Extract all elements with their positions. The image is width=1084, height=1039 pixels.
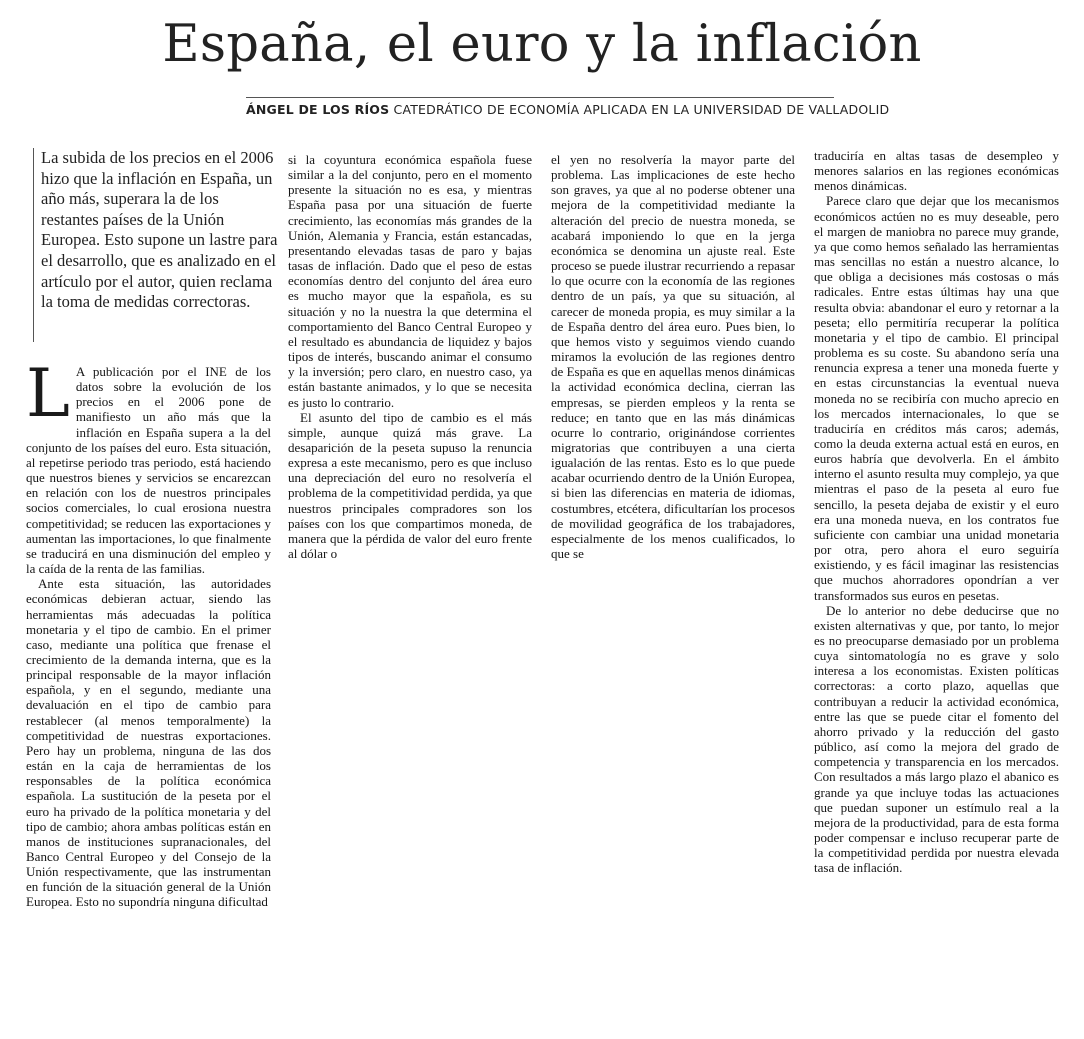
paragraph: Ante esta situación, las autoridades económicas debieran actuar, siendo las herramientas más adecuadas la política monetaria y el tipo de cambio. En el primer caso, mediante una política que frenase el crecimiento de la demanda interna, que es la principal responsable de la mayor inflación española, y en el segundo, mediante una devaluación en el tipo de cambio para restablecer (al menos temporalmente) la competitividad de nuestras exportaciones. Pero hay un problema, ninguna de las dos están en la caja de herramientas de los responsables de la política económica española. La sustitución de la peseta por el euro ha privado de la política monetaria y del tipo de cambio; ahora ambas políticas están en manos de instituciones supranacionales, del Banco Central Europeo y del Consejo de la Unión respectivamente, que las instrumentan en función de la situación general de la Unión Europea. Esto no supondría ninguna dificultad: [26, 576, 271, 910]
paragraph: De lo anterior no debe deducirse que no existen alternativas y que, por tanto, lo mejor es no preocuparse demasiado por un problema cuya sintomatología no es grave y solo interesa a los economistas. Existen políticas correctoras: a corto plazo, aquellas que contribuyan a reducir la actividad económica, entre las que se puede citar el fomento del ahorro privado y la reducción del gasto público, así como la mejora del grado de competencia y transparencia en los mercados. Con resultados a más largo plazo el abanico es grande ya que incluye todas las actuaciones que puedan suponer un estímulo real a la mejora de la productividad, para de esta forma poder compensar e incluso recuperar parte de la competitividad perdida por nuestra elevada tasa de inflación.: [814, 602, 1059, 876]
paragraph: traduciría en altas tasas de desempleo y menores salarios en las regiones económicas menos dinámicas.: [814, 148, 1059, 194]
article-lead: La subida de los precios en el 2006 hizo que la inflación en España, un año más, superara la de los restantes países de la Unión Europea. Esto supone un lastre para el desarrollo, que es analizado en el artículo por el autor, quien reclama la toma de medidas correctoras.: [33, 148, 279, 342]
author-name: ÁNGEL DE LOS RÍOS: [246, 102, 390, 117]
author-role: CATEDRÁTICO DE ECONOMÍA APLICADA EN LA UNIVERSIDAD DE VALLADOLID: [393, 102, 890, 117]
paragraph: si la coyuntura económica española fuese similar a la del conjunto, pero en el momento presente la situación no es esa, y mientras España pasa por una situación de fuerte crecimiento, las economías más grandes de la Unión, Alemania y Francia, están estancadas, presentando elevadas tasas de paro y bajas tasas de inflación. Dado que el peso de estas economías dentro del conjunto del área euro es mucho mayor que la española, es su situación y no la nuestra la que determina el comportamiento del Banco Central Europeo y el resultado es abundancia de liquidez y bajos tipos de interés, buscando animar el consumo y la inversión; pero claro, en nuestro caso, ya están bastante animados, y lo que se necesita es justo lo contrario.: [288, 152, 532, 410]
paragraph: el yen no resolvería la mayor parte del problema. Las implicaciones de este hecho son graves, ya que al no poderse obtener una mejora de la competitividad mediante la alteración del precio de nuestra moneda, se acabará imponiendo lo que en la jerga económica se denomina un ajuste real. Este proceso se puede ilustrar recurriendo a repasar lo que ocurre con la economía de las regiones dentro de un país, ya que su situación, al carecer de moneda propia, es muy similar a la de España dentro del área euro. Pues bien, lo que hemos visto y seguimos viendo cuando miramos la evolución de las regiones dentro de España es que en aquellas menos dinámicas la actividad económica declina, cierran las empresas, se pierden empleos y la renta se reduce; en tanto que en las más dinámicas ocurre lo contrario, originándose corrientes migratorias que contribuyen a una cierta igualación de las rentas. Esto es lo que puede acabar ocurriendo dentro de la Unión Europea, si bien las diferencias en materia de idiomas, costumbres, etcétera, dificultarían los procesos de movilidad geográfica de los trabajadores, especialmente de los menos cualificados, lo que se: [551, 152, 795, 562]
column-3: [551, 152, 795, 577]
drop-cap: L: [26, 364, 70, 432]
column-1: [26, 364, 271, 1024]
column-4: [814, 148, 1059, 1028]
paragraph: El asunto del tipo de cambio es el más simple, aunque quizá más grave. La desaparición de la peseta supuso la renuncia expresa a este mecanismo, pero es que incluso una depreciación del euro no resolvería el problema de la competitividad perdida, ya que nuestros principales compradores son los países con los que compartimos moneda, de manera que la pérdida de valor del euro frente al dólar o: [288, 409, 532, 562]
column-2: [288, 152, 532, 577]
paragraph: A publicación por el INE de los datos sobre la evolución de los precios en el 2006 pone de manifiesto un año más que la inflación en España supera a la del conjunto de los países del euro. Esta situación, al repetirse periodo tras periodo, está haciendo que nuestros bienes y servicios se encarezcan en relación con los de nuestros principales socios comerciales, lo cual erosiona nuestra competitividad; se reducen las exportaciones y aumentan las importaciones, lo que finalmente se traducirá en una disminución del empleo y la caída de la renta de las familias.: [26, 364, 271, 577]
byline: [246, 101, 890, 119]
byline-rule: [246, 97, 834, 98]
article-title: España, el euro y la inflación: [162, 15, 922, 74]
paragraph: Parece claro que dejar que los mecanismos económicos actúen no es muy deseable, pero el margen de maniobra no parece muy grande, ya que como hemos señalado las herramientas mas sencillas no están a nuestro alcance, lo que obliga a decisiones más costosas o más radicales. Entre estas últimas hay una que resulta obvia: abandonar el euro y retornar a la peseta; ello permitiría recuperar la política monetaria y el tipo de cambio. El principal problema es su coste. Su abandono sería una renuncia expresa a tener una moneda fuerte y en estas circunstancias la eventual nueva moneda no se recibiría con mucho aprecio en los mercados internacionales, lo que se traduciría en créditos más caros; además, como la deuda externa actual está en euros, en euros habría que devolverla. En el ámbito interno el asunto resulta muy complejo, ya que mientras el paso de la peseta al euro fue sencillo, la peseta dejaba de existir y el euro era una moneda nueva, en los contratos fue suficiente con cambiar una unidad monetaria por otra, pero ahora el euro seguiría existiendo, y es fácil imaginar las resistencias que muchos ahorradores opondrían a ver transformados sus euros en pesetas.: [814, 193, 1059, 603]
